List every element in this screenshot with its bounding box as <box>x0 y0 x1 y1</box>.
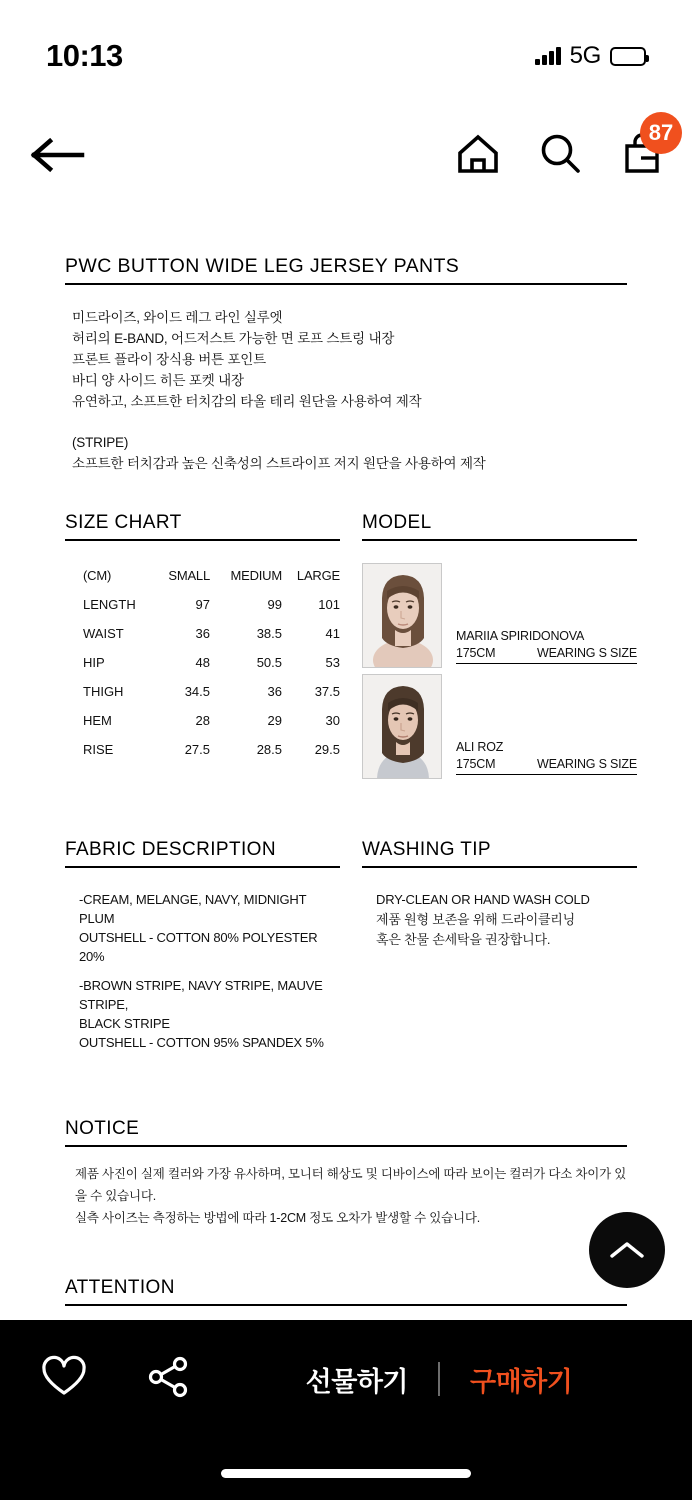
model-height: 175CM <box>456 646 496 660</box>
home-icon <box>455 131 501 177</box>
cell-small: 97 <box>195 597 210 612</box>
model-meta <box>456 757 637 775</box>
row-label: LENGTH <box>83 597 136 612</box>
notice-line: 실측 사이즈는 측정하는 방법에 따라 1-2CM 정도 오차가 발생할 수 있습니다. <box>75 1211 481 1225</box>
home-indicator[interactable] <box>221 1469 471 1478</box>
model-heading: MODEL <box>362 512 637 541</box>
model-height: 175CM <box>456 757 496 771</box>
status-bar <box>0 0 692 100</box>
cell-large: 53 <box>325 655 340 670</box>
washing-line: 혹은 찬물 손세탁을 권장합니다. <box>376 932 551 947</box>
scroll-to-top-button[interactable] <box>589 1212 665 1288</box>
search-icon <box>537 131 583 177</box>
cell-small: 36 <box>195 626 210 641</box>
signal-bars-icon <box>535 47 561 65</box>
model-name: MARIIA SPIRIDONOVA <box>456 629 585 643</box>
bag-count-badge: 87 <box>640 112 682 154</box>
table-row <box>65 735 340 764</box>
fabric-line: OUTSHELL - COTTON 80% POLYESTER 20% <box>79 930 318 964</box>
cell-small: 34.5 <box>184 684 210 699</box>
table-row <box>65 619 340 648</box>
attention-heading: ATTENTION <box>65 1277 627 1306</box>
model-portrait-1 <box>362 563 442 668</box>
table-header-row <box>65 561 340 590</box>
cell-small: 28 <box>195 713 210 728</box>
cell-medium: 36 <box>267 684 282 699</box>
model-portrait-2 <box>362 674 442 779</box>
fabric-section <box>65 839 340 1052</box>
model-meta <box>456 646 637 664</box>
navigation-bar <box>0 118 692 198</box>
table-row <box>65 590 340 619</box>
model-section <box>362 512 637 779</box>
chevron-up-icon <box>607 1237 647 1263</box>
model-name: ALI ROZ <box>456 740 504 754</box>
product-title-block <box>65 255 627 285</box>
table-row <box>65 648 340 677</box>
size-chart-heading: SIZE CHART <box>65 512 340 541</box>
page-title: PWC BUTTON WIDE LEG JERSEY PANTS <box>65 255 627 285</box>
cell-medium: 50.5 <box>256 655 282 670</box>
table-row <box>65 706 340 735</box>
list-item <box>362 674 637 779</box>
wishlist-button[interactable] <box>40 1355 88 1404</box>
model-info-1 <box>442 563 637 668</box>
column-header-medium: MEDIUM <box>230 568 282 583</box>
cell-medium: 28.5 <box>256 742 282 757</box>
share-button[interactable] <box>146 1355 192 1404</box>
bottom-action-bar <box>0 1320 692 1500</box>
search-button[interactable] <box>534 128 586 180</box>
row-label: HIP <box>83 655 105 670</box>
fabric-line: OUTSHELL - COTTON 95% SPANDEX 5% <box>79 1035 324 1050</box>
model-wearing-size: WEARING S SIZE <box>537 757 637 771</box>
fabric-body <box>65 890 340 1052</box>
network-type-label: 5G <box>569 42 601 69</box>
heart-icon <box>40 1355 88 1399</box>
cell-medium: 99 <box>267 597 282 612</box>
cell-small: 27.5 <box>184 742 210 757</box>
cell-large: 29.5 <box>314 742 340 757</box>
washing-line: 제품 원형 보존을 위해 드라이클리닝 <box>376 912 576 927</box>
washing-section <box>362 839 637 1052</box>
cell-large: 30 <box>325 713 340 728</box>
home-button[interactable] <box>452 128 504 180</box>
buy-button[interactable]: 구매하기 <box>470 1366 573 1397</box>
gift-button[interactable]: 선물하기 <box>305 1366 408 1397</box>
model-wearing-size: WEARING S SIZE <box>537 646 637 660</box>
fabric-heading: FABRIC DESCRIPTION <box>65 839 340 868</box>
status-bar-indicators <box>535 42 646 70</box>
notice-section <box>65 1118 627 1229</box>
back-arrow-icon <box>30 132 86 178</box>
column-header-large: LARGE <box>296 568 340 583</box>
cell-large: 41 <box>325 626 340 641</box>
washing-line: DRY-CLEAN OR HAND WASH COLD <box>376 892 590 907</box>
size-and-model-row <box>0 512 692 779</box>
model-info-2 <box>442 674 637 779</box>
row-label: HEM <box>83 713 112 728</box>
column-header-small: SMALL <box>168 568 210 583</box>
size-chart-section <box>65 512 340 779</box>
cell-large: 101 <box>318 597 340 612</box>
list-item <box>362 563 637 668</box>
washing-body <box>362 890 637 950</box>
row-label: WAIST <box>83 626 124 641</box>
stripe-label: (STRIPE) <box>72 435 129 450</box>
description-line: 미드라이즈, 와이드 레그 라인 실루엣 <box>72 310 283 325</box>
row-label: THIGH <box>83 684 124 699</box>
unit-label: (CM) <box>83 568 112 583</box>
washing-heading: WASHING TIP <box>362 839 637 868</box>
nav-action-group <box>452 120 674 180</box>
cta-divider <box>438 1362 440 1396</box>
description-line: 프론트 플라이 장식용 버튼 포인트 <box>72 352 266 367</box>
description-line: 유연하고, 소프트한 터치감의 타올 테리 원단을 사용하여 제작 <box>72 394 422 409</box>
notice-line: 제품 사진이 실제 컬러와 가장 유사하며, 모니터 해상도 및 디바이스에 따라 보이는 컬러가 다소 차이가 있을 수 있습니다. <box>75 1167 627 1203</box>
description-line: 바디 양 사이드 히든 포켓 내장 <box>72 373 244 388</box>
notice-heading: NOTICE <box>65 1118 627 1147</box>
fabric-line: -BROWN STRIPE, NAVY STRIPE, MAUVE STRIPE, <box>79 978 323 1012</box>
product-description <box>72 307 692 474</box>
cell-medium: 38.5 <box>256 626 282 641</box>
fabric-line: -CREAM, MELANGE, NAVY, MIDNIGHT PLUM <box>79 892 307 926</box>
product-detail-content <box>0 255 692 1410</box>
status-bar-clock: 10:13 <box>46 38 123 73</box>
bottom-cta-group <box>192 1360 656 1399</box>
table-row <box>65 677 340 706</box>
battery-icon <box>610 47 646 66</box>
shopping-bag-button[interactable] <box>616 120 674 180</box>
share-icon <box>146 1355 192 1399</box>
fabric-and-washing-row <box>0 839 692 1052</box>
size-chart-table <box>65 561 340 764</box>
description-line: 허리의 E-BAND, 어드저스트 가능한 면 로프 스트링 내장 <box>72 331 395 346</box>
cell-large: 37.5 <box>314 684 340 699</box>
row-label: RISE <box>83 742 114 757</box>
back-button[interactable] <box>30 132 86 178</box>
fabric-line: BLACK STRIPE <box>79 1016 170 1031</box>
stripe-description: 소프트한 터치감과 높은 신축성의 스트라이프 저지 원단을 사용하여 제작 <box>72 456 486 471</box>
notice-body <box>65 1163 627 1229</box>
cell-small: 48 <box>195 655 210 670</box>
cell-medium: 29 <box>267 713 282 728</box>
bottom-icon-group <box>40 1355 192 1404</box>
